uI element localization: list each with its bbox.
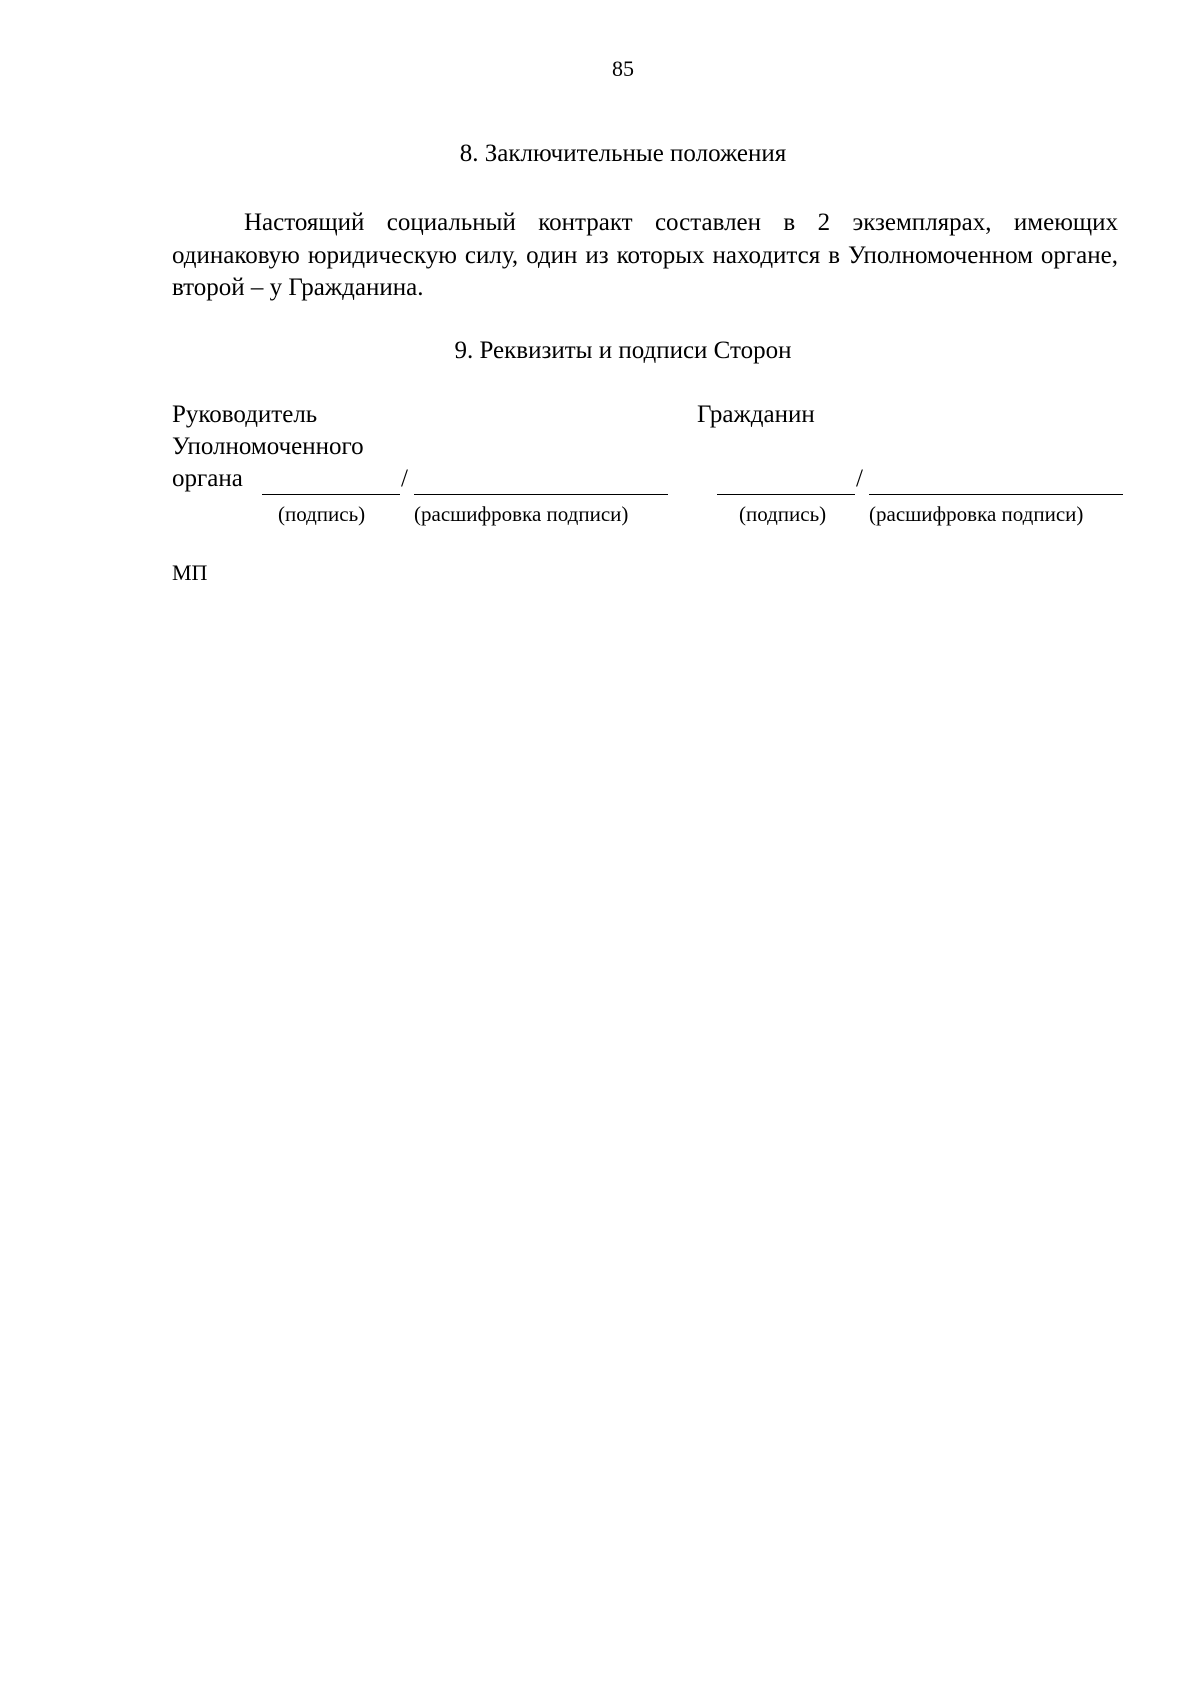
- authority-separator: /: [401, 465, 408, 492]
- authority-label-line3: органа: [172, 465, 243, 492]
- page-number: 85: [612, 56, 634, 81]
- stamp-place-label: МП: [172, 560, 208, 585]
- section-8-title: 8. Заключительные положения: [459, 140, 787, 167]
- authority-signature-field[interactable]: [262, 494, 400, 495]
- citizen-separator: /: [856, 465, 863, 492]
- citizen-label: Гражданин: [697, 401, 815, 428]
- authority-signature-caption: (подпись): [278, 502, 366, 526]
- authority-label-line1: Руководитель: [172, 401, 318, 428]
- section-9-title: 9. Реквизиты и подписи Сторон: [454, 337, 792, 364]
- authority-decoding-caption: (расшифровка подписи): [414, 502, 629, 526]
- authority-label-line2: Уполномоченного: [172, 433, 364, 460]
- citizen-decoding-field[interactable]: [869, 494, 1123, 495]
- citizen-signature-caption: (подпись): [739, 502, 827, 526]
- citizen-signature-field[interactable]: [717, 494, 855, 495]
- authority-decoding-field[interactable]: [414, 494, 668, 495]
- closing-paragraph: Настоящий социальный контракт составлен в 2 экземплярах, имеющих одинаковую юридическую силу, один из которых находится в Уполномоченном органе, второй – у Гражданина.: [172, 209, 1118, 301]
- citizen-decoding-caption: (расшифровка подписи): [869, 502, 1084, 526]
